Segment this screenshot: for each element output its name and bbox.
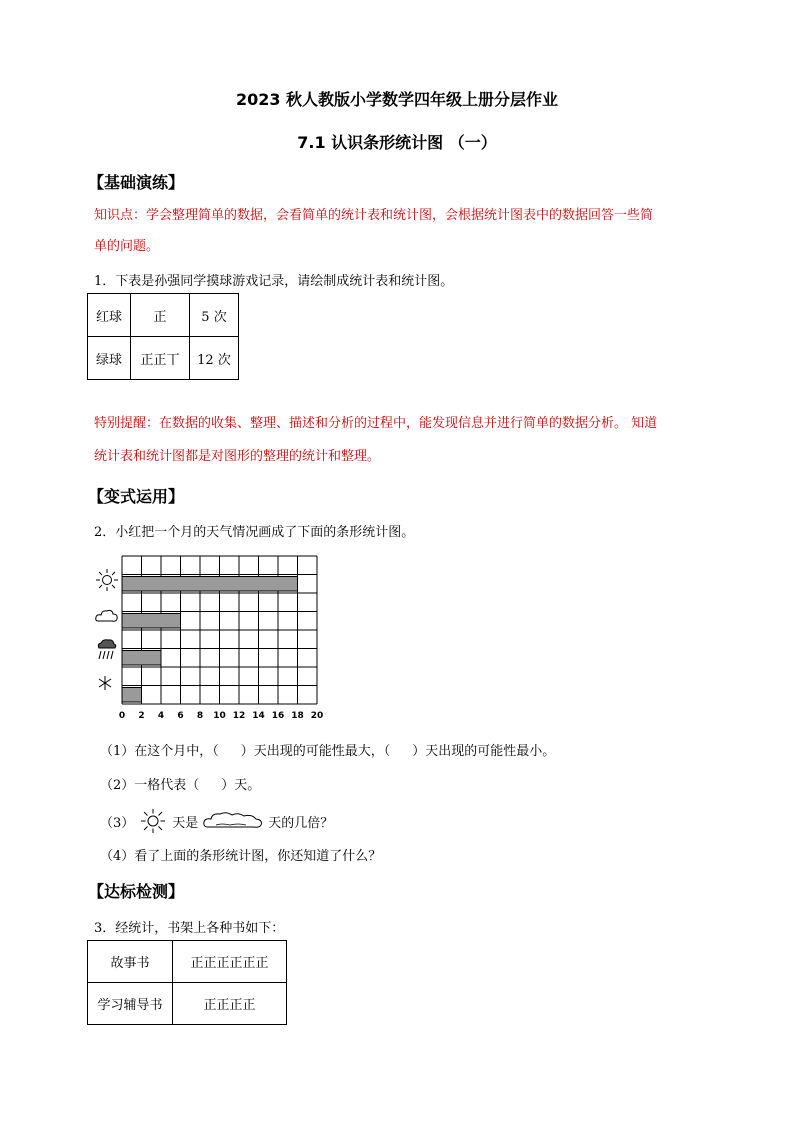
table-cell: 学习辅导书 [88, 983, 173, 1025]
x-tick-label: 0 [118, 711, 126, 721]
cloud-icon [202, 810, 264, 832]
sub-question-2-part-b: ）天。 [221, 778, 261, 793]
sub-question-1-part-a: （1）在这个月中，（ [100, 744, 219, 759]
knowledge-point-line1: 知识点：学会整理简单的数据，会看简单的统计表和统计图，会根据统计图表中的数据回答一些简 [94, 208, 654, 223]
sub-question-1-part-b: ）天出现的可能性最大，（ [240, 744, 391, 759]
question-3: 3．经统计，书架上各种书如下： [94, 921, 285, 936]
sun-icon [136, 808, 170, 834]
x-tick-label: 6 [177, 711, 184, 721]
bar-rain [122, 651, 161, 666]
sub-question-1-part-c: ）天出现的可能性最小。 [412, 744, 556, 759]
book-count-table [87, 940, 287, 1025]
sub-question-3-part-b: 天是 [172, 815, 199, 831]
page-subtitle: 7.1 认识条形统计图 （一） [297, 133, 497, 152]
x-tick-label: 16 [271, 711, 285, 721]
section-heading-basic: 【基础演练】 [88, 173, 185, 192]
reminder-line1: 特别提醒：在数据的收集、整理、描述和分析的过程中，能发现信息并进行简单的数据分析。 知道 [94, 416, 658, 431]
bar-snow [122, 688, 142, 703]
table-cell: 正 [131, 294, 190, 337]
table-row [88, 337, 239, 380]
x-tick-label: 20 [310, 711, 324, 721]
knowledge-point-line2: 单的问题。 [94, 239, 160, 254]
snow-icon [99, 676, 111, 690]
sub-question-3-part-c: 天的几倍？ [268, 815, 334, 831]
rain-icon [98, 640, 115, 659]
table-row [88, 983, 287, 1025]
table-cell: 正正正正正正 [173, 941, 287, 983]
bar-sun [122, 577, 298, 592]
table-cell: 正正正正 [173, 983, 287, 1025]
sub-question-3-part-a: （3） [100, 815, 135, 831]
x-tick-label: 18 [291, 711, 304, 721]
section-heading-variant: 【变式运用】 [88, 487, 185, 506]
table-row [88, 941, 287, 983]
table-cell: 红球 [88, 294, 131, 337]
x-tick-label: 2 [138, 711, 145, 721]
table-cell: 正正丅 [131, 337, 190, 380]
table-cell: 绿球 [88, 337, 131, 380]
x-tick-label: 8 [196, 711, 204, 721]
table-cell: 故事书 [88, 941, 173, 983]
bar-cloud [122, 614, 181, 629]
question-2: 2．小红把一个月的天气情况画成了下面的条形统计图。 [94, 525, 415, 540]
section-heading-standard: 【达标检测】 [88, 882, 185, 901]
sub-question-3 [100, 808, 333, 834]
page-title: 2023 秋人教版小学数学四年级上册分层作业 [235, 90, 559, 109]
weather-bar-chart [90, 548, 330, 728]
reminder-line2: 统计表和统计图都是对图形的整理的统计和整理。 [94, 449, 381, 464]
cloud-icon [96, 610, 117, 621]
sub-question-1 [100, 740, 555, 759]
sub-question-2-part-a: （2）一格代表（ [100, 778, 200, 793]
x-tick-label: 14 [252, 711, 265, 721]
x-tick-label: 10 [213, 711, 226, 721]
x-tick-label: 4 [157, 711, 165, 721]
x-tick-label: 12 [232, 711, 246, 721]
table-row [88, 294, 239, 337]
table-cell: 5 次 [190, 294, 239, 337]
table-cell: 12 次 [190, 337, 239, 380]
sub-question-2 [100, 774, 260, 793]
sun-icon [96, 569, 118, 591]
ball-record-table [87, 293, 239, 380]
question-1: 1．下表是孙强同学摸球游戏记录，请绘制成统计表和统计图。 [94, 274, 454, 289]
sub-question-4: （4）看了上面的条形统计图，你还知道了什么？ [100, 849, 382, 864]
